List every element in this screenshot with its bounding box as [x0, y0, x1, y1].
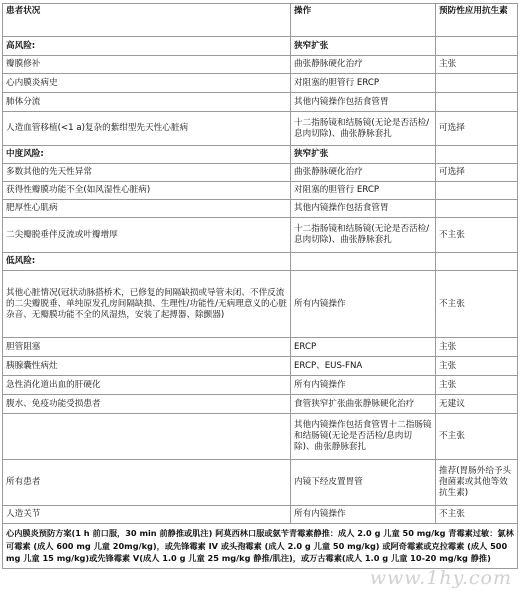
cell-procedure: 曲张静脉硬化治疗	[291, 164, 436, 182]
cell-patient-condition: 急性消化道出血的肝硬化	[3, 376, 291, 395]
cell-procedure: 十二指肠镜和结肠镜(无论是否活检/息肉切除)、曲张静脉套扎	[291, 112, 436, 146]
cell-antibiotic-prophylaxis	[436, 37, 518, 56]
cell-procedure: 对阻塞的胆管行 ERCP	[291, 74, 436, 93]
cell-patient-condition: 人造血管移植(<1 a)复杂的紫绀型先天性心脏病	[3, 112, 291, 146]
table-row	[3, 56, 518, 74]
cell-antibiotic-prophylaxis: 主张	[436, 357, 518, 376]
cell-procedure: 其他内镜操作包括食管胃	[291, 200, 436, 218]
cell-antibiotic-prophylaxis: 无建议	[436, 395, 518, 414]
cell-antibiotic-prophylaxis: 不主张	[436, 271, 518, 338]
table-section-row	[3, 146, 518, 164]
cell-patient-condition: 胰腺囊性病灶	[3, 357, 291, 376]
cell-patient-condition: 瓣膜修补	[3, 56, 291, 74]
cell-antibiotic-prophylaxis: 主张	[436, 56, 518, 74]
cell-patient-condition: 其他心脏情况(冠状动脉搭桥术，已修复的间隔缺损或导管未闭、不伴反流的二尖瓣脱垂、单纯原发孔房间隔缺损、生理性/功能性/无病理意义的心脏杂音、无瓣膜功能不全的风湿热，安装了起搏器、除颤器)	[3, 271, 291, 338]
cell-antibiotic-prophylaxis	[436, 146, 518, 164]
table-row	[3, 200, 518, 218]
cell-patient-condition: 二尖瓣脱垂伴反流或叶瓣增厚	[3, 218, 291, 253]
cell-procedure	[291, 253, 436, 271]
cell-patient-condition: 高风险:	[3, 37, 291, 56]
cell-patient-condition: 低风险:	[3, 253, 291, 271]
cell-patient-condition: 多数其他的先天性异常	[3, 164, 291, 182]
header-antibiotic-prophylaxis: 预防性应用抗生素	[436, 4, 518, 37]
table-row	[3, 395, 518, 414]
cell-antibiotic-prophylaxis: 不主张	[436, 414, 518, 460]
cell-procedure: 所有内镜操作	[291, 506, 436, 524]
cell-patient-condition: 肺体分流	[3, 93, 291, 112]
table-row	[3, 182, 518, 200]
cell-antibiotic-prophylaxis: 可选择	[436, 112, 518, 146]
table-row	[3, 338, 518, 357]
table-row	[3, 74, 518, 93]
cell-antibiotic-prophylaxis	[436, 200, 518, 218]
cell-procedure: 十二指肠镜和结肠镜(无论是否活检/息肉切除)、曲张静脉套扎	[291, 218, 436, 253]
footer-row	[3, 524, 518, 569]
table-row	[3, 376, 518, 395]
cell-procedure: 对阻塞的胆管行 ERCP	[291, 182, 436, 200]
cell-procedure: 其他内镜操作包括食管胃	[291, 93, 436, 112]
cell-procedure: 狭窄扩张	[291, 37, 436, 56]
table-section-row	[3, 37, 518, 56]
cell-antibiotic-prophylaxis	[436, 253, 518, 271]
table-row	[3, 506, 518, 524]
table-row	[3, 218, 518, 253]
cell-patient-condition: 所有患者	[3, 460, 291, 506]
cell-procedure: 内镜下经皮置胃管	[291, 460, 436, 506]
table-section-row	[3, 253, 518, 271]
cell-antibiotic-prophylaxis: 主张	[436, 376, 518, 395]
cell-procedure: 狭窄扩张	[291, 146, 436, 164]
table-row	[3, 164, 518, 182]
cell-procedure: 曲张静脉硬化治疗	[291, 56, 436, 74]
table-row	[3, 112, 518, 146]
cell-patient-condition: 人造关节	[3, 506, 291, 524]
prophylaxis-table	[2, 3, 518, 569]
cell-procedure: ERCP	[291, 338, 436, 357]
cell-antibiotic-prophylaxis	[436, 93, 518, 112]
cell-patient-condition: 心内膜炎病史	[3, 74, 291, 93]
cell-procedure: 所有内镜操作	[291, 376, 436, 395]
cell-procedure: 其他内镜操作包括食管胃十二指肠镜和结肠镜(无论是否活检/息肉切除)、曲张静脉套扎	[291, 414, 436, 460]
cell-procedure: 食管狭窄扩张曲张静脉硬化治疗	[291, 395, 436, 414]
header-patient-condition: 患者状况	[3, 4, 291, 37]
cell-antibiotic-prophylaxis: 不主张	[436, 218, 518, 253]
cell-patient-condition: 获得性瓣膜功能不全(如风湿性心脏病)	[3, 182, 291, 200]
table-row	[3, 460, 518, 506]
cell-antibiotic-prophylaxis	[436, 74, 518, 93]
cell-antibiotic-prophylaxis: 不主张	[436, 506, 518, 524]
cell-patient-condition: 中度风险:	[3, 146, 291, 164]
table-row	[3, 271, 518, 338]
cell-patient-condition: 腹水、免疫功能受损患者	[3, 395, 291, 414]
table-row	[3, 414, 518, 460]
cell-antibiotic-prophylaxis: 推荐(胃肠外给予头孢菌素或其他等效抗生素)	[436, 460, 518, 506]
cell-patient-condition: 胆管阻塞	[3, 338, 291, 357]
cell-procedure: 所有内镜操作	[291, 271, 436, 338]
cell-antibiotic-prophylaxis: 主张	[436, 338, 518, 357]
prophylaxis-regimen-note: 心内膜炎预防方案(1 h 前口服，30 min 前静推或肌注) 阿莫西林口服或氨苄青霉素静推：成人 2.0 g 儿童 50 mg/kg 青霉素过敏：氯林可霉素 (成人 600 mg 儿童 20mg/kg)，或先锋霉素 IV 或头孢霉素 (成人 2.0 g 儿童 50 mg/kg) 或阿奇霉素或克拉霉素 (成人 500 mg 儿童 15 mg/kg)或先锋霉素 V(成人 1.0 g 儿童 25 mg/kg 静推/肌注)，或万古霉素(成人 1.0 g 儿童 10-20 mg/kg 静推)	[3, 524, 518, 569]
table-row	[3, 93, 518, 112]
watermark: www.1hy.com	[369, 567, 512, 589]
table-row	[3, 357, 518, 376]
cell-patient-condition: 肥厚性心肌病	[3, 200, 291, 218]
cell-patient-condition	[3, 414, 291, 460]
table-header-row	[3, 4, 518, 37]
cell-antibiotic-prophylaxis	[436, 182, 518, 200]
cell-procedure: ERCP、EUS-FNA	[291, 357, 436, 376]
cell-antibiotic-prophylaxis: 可选择	[436, 164, 518, 182]
header-procedure: 操作	[291, 4, 436, 37]
